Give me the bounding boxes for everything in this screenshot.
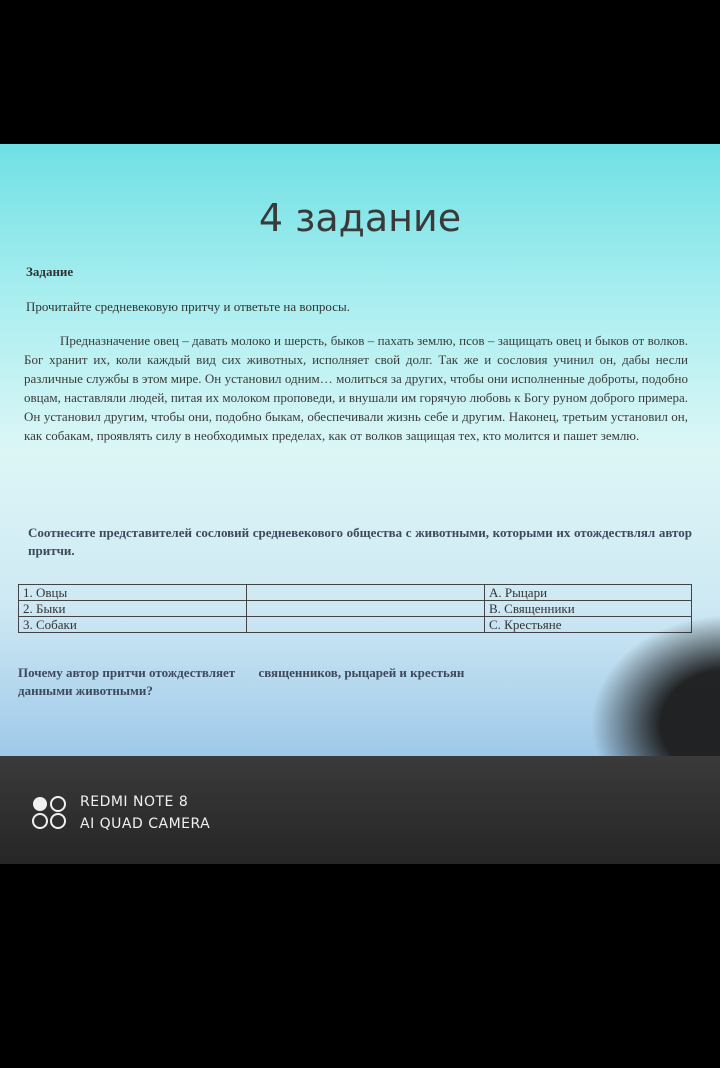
- watermark-camera: AI QUAD CAMERA: [80, 816, 211, 832]
- empty-cell: [246, 617, 484, 633]
- estate-cell: А. Рыцари: [484, 585, 691, 601]
- animal-cell: 3. Собаки: [19, 617, 247, 633]
- instruction-text: Прочитайте средневековую притчу и ответьте на вопросы.: [26, 299, 350, 314]
- empty-cell: [246, 585, 484, 601]
- why-question-part3: данными животными?: [18, 683, 153, 698]
- animal-cell: 1. Овцы: [19, 585, 247, 601]
- matching-question: Соотнесите представителей сословий средневекового общества с животными, которыми их отождествлял автор притчи.: [28, 525, 692, 558]
- watermark-model: REDMI NOTE 8: [80, 794, 189, 810]
- empty-cell: [246, 601, 484, 617]
- projected-slide: [0, 144, 720, 756]
- estate-cell: С. Крестьяне: [484, 617, 691, 633]
- parable-text: Предназначение овец – давать молоко и шерсть, быков – пахать землю, псов – защищать овец и быков от волков. Бог хранит их, коли каждый вид сих животных, исполняет свой долг. Так же и сословия учинил он, дабы несли различные службы в этом мире. Он установил одним… молиться за других, чтобы они исполненные доброты, подобно овцам, наставляли людей, питая их молоком проповеди, и внушали им горячую любовь к Богу руном доброго примера. Он установил другим, чтобы они, подобно быкам, обеспечивали жизнь себе и другим. Наконец, третьим установил он, как собакам, проявлять силу в необходимых пределах, как от волков защищая тех, кто молится и пашет землю.: [24, 333, 688, 443]
- photo: [0, 144, 720, 864]
- animal-cell: 2. Быки: [19, 601, 247, 617]
- task-label: Задание: [26, 264, 74, 279]
- dark-wall: [0, 756, 720, 864]
- quad-camera-icon: [30, 794, 70, 830]
- why-question-part1: Почему автор притчи отождествляет: [18, 665, 236, 680]
- slide-title: 4 задание: [258, 196, 462, 240]
- table-row: [19, 585, 692, 601]
- why-question-part2: священников, рыцарей и крестьян: [258, 665, 465, 680]
- estate-cell: В. Священники: [484, 601, 691, 617]
- why-question: [18, 664, 618, 700]
